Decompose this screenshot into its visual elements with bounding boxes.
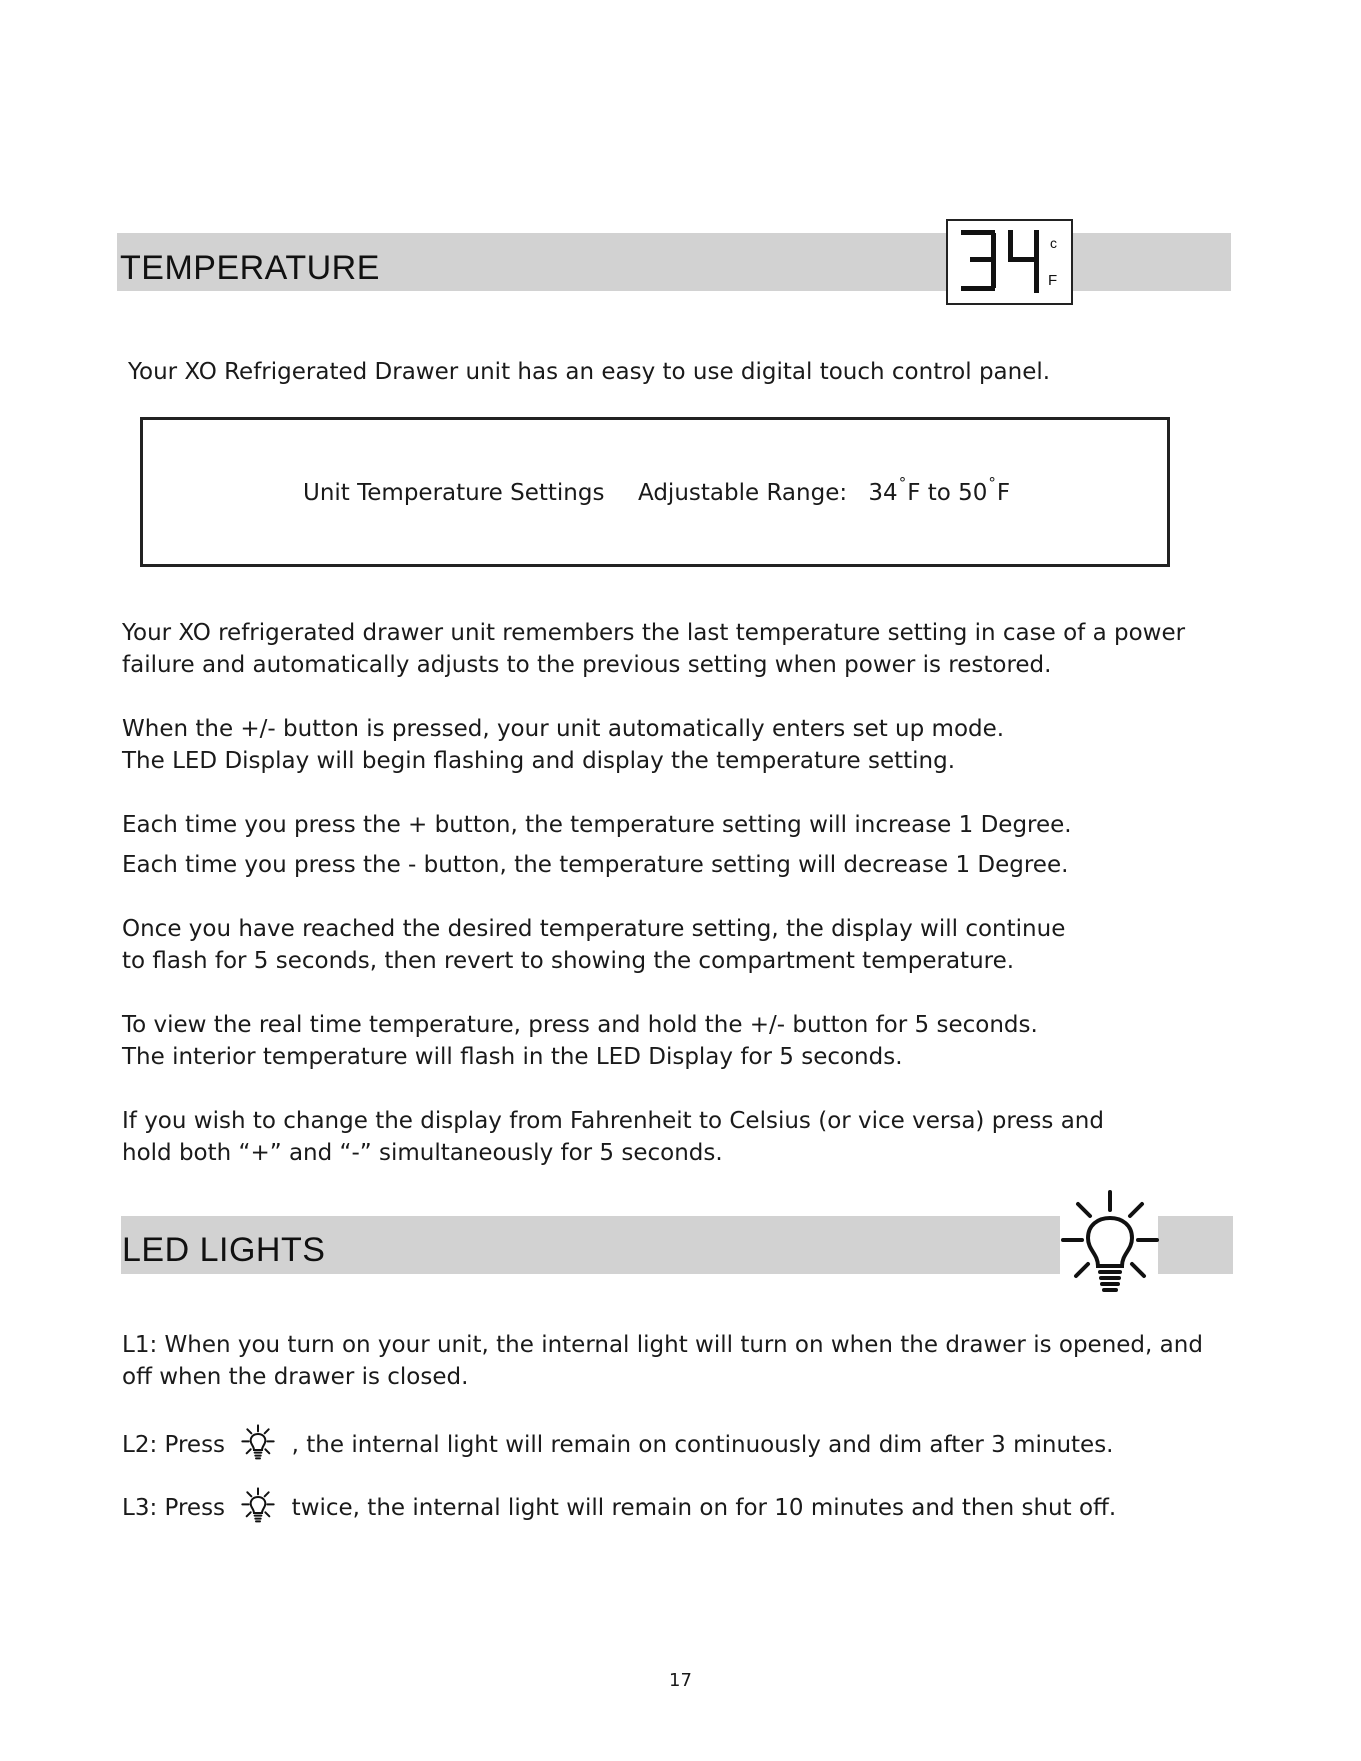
paragraph-memory: Your XO refrigerated drawer unit remembers the last temperature setting in case of a power failure and automatically adjusts to the previous setting when power is restored. xyxy=(122,620,1186,678)
range-min-unit: F to 50 xyxy=(907,480,988,506)
led-temperature-display xyxy=(946,219,1073,305)
light-bulb-icon xyxy=(238,1424,278,1460)
unit-c-label: c xyxy=(1050,235,1057,251)
temperature-settings-box xyxy=(140,417,1170,567)
paragraph-increase: Each time you press the + button, the temperature setting will increase 1 Degree. xyxy=(122,812,1072,838)
intro-text: Your XO Refrigerated Drawer unit has an easy to use digital touch control panel. xyxy=(128,359,1051,385)
degree-sign: ° xyxy=(898,474,907,492)
unit-f-label: F xyxy=(1048,272,1058,289)
led-l2-text: L2: Press , the internal light will remain on continuously and dim after 3 minutes. xyxy=(122,1424,1114,1461)
paragraph-decrease: Each time you press the - button, the temperature setting will decrease 1 Degree. xyxy=(122,852,1069,878)
settings-label: Unit Temperature Settings xyxy=(303,480,605,506)
degree-sign: ° xyxy=(988,474,996,492)
light-bulb-icon xyxy=(1060,1188,1160,1296)
range-min: 34 xyxy=(868,480,898,506)
led-l1-text: L1: When you turn on your unit, the internal light will turn on when the drawer is opened, and off when the drawer is closed. xyxy=(122,1332,1203,1390)
paragraph-setup-mode: When the +/- button is pressed, your unit automatically enters set up mode. The LED Display will begin flashing and display the temperature setting. xyxy=(122,716,1005,774)
range-label: Adjustable Range: xyxy=(638,480,848,506)
paragraph-units: If you wish to change the display from Fahrenheit to Celsius (or vice versa) press and hold both “+” and “-” simultaneously for 5 seconds. xyxy=(122,1108,1104,1166)
adjustable-range xyxy=(638,474,1011,506)
seven-segment-digits xyxy=(948,221,1071,303)
led-lights-heading: LED LIGHTS xyxy=(122,1231,326,1269)
paragraph-real-time: To view the real time temperature, press and hold the +/- button for 5 seconds. The interior temperature will flash in the LED Display for 5 seconds. xyxy=(122,1012,1038,1070)
light-bulb-icon xyxy=(238,1487,278,1523)
temperature-heading: TEMPERATURE xyxy=(120,249,380,287)
range-max-unit: F xyxy=(996,480,1011,506)
paragraph-revert: Once you have reached the desired temperature setting, the display will continue to flash for 5 seconds, then revert to showing the compartment temperature. xyxy=(122,916,1066,974)
led-l3-text: L3: Press twice, the internal light will remain on for 10 minutes and then shut off. xyxy=(122,1487,1116,1524)
page-number: 17 xyxy=(669,1670,692,1691)
